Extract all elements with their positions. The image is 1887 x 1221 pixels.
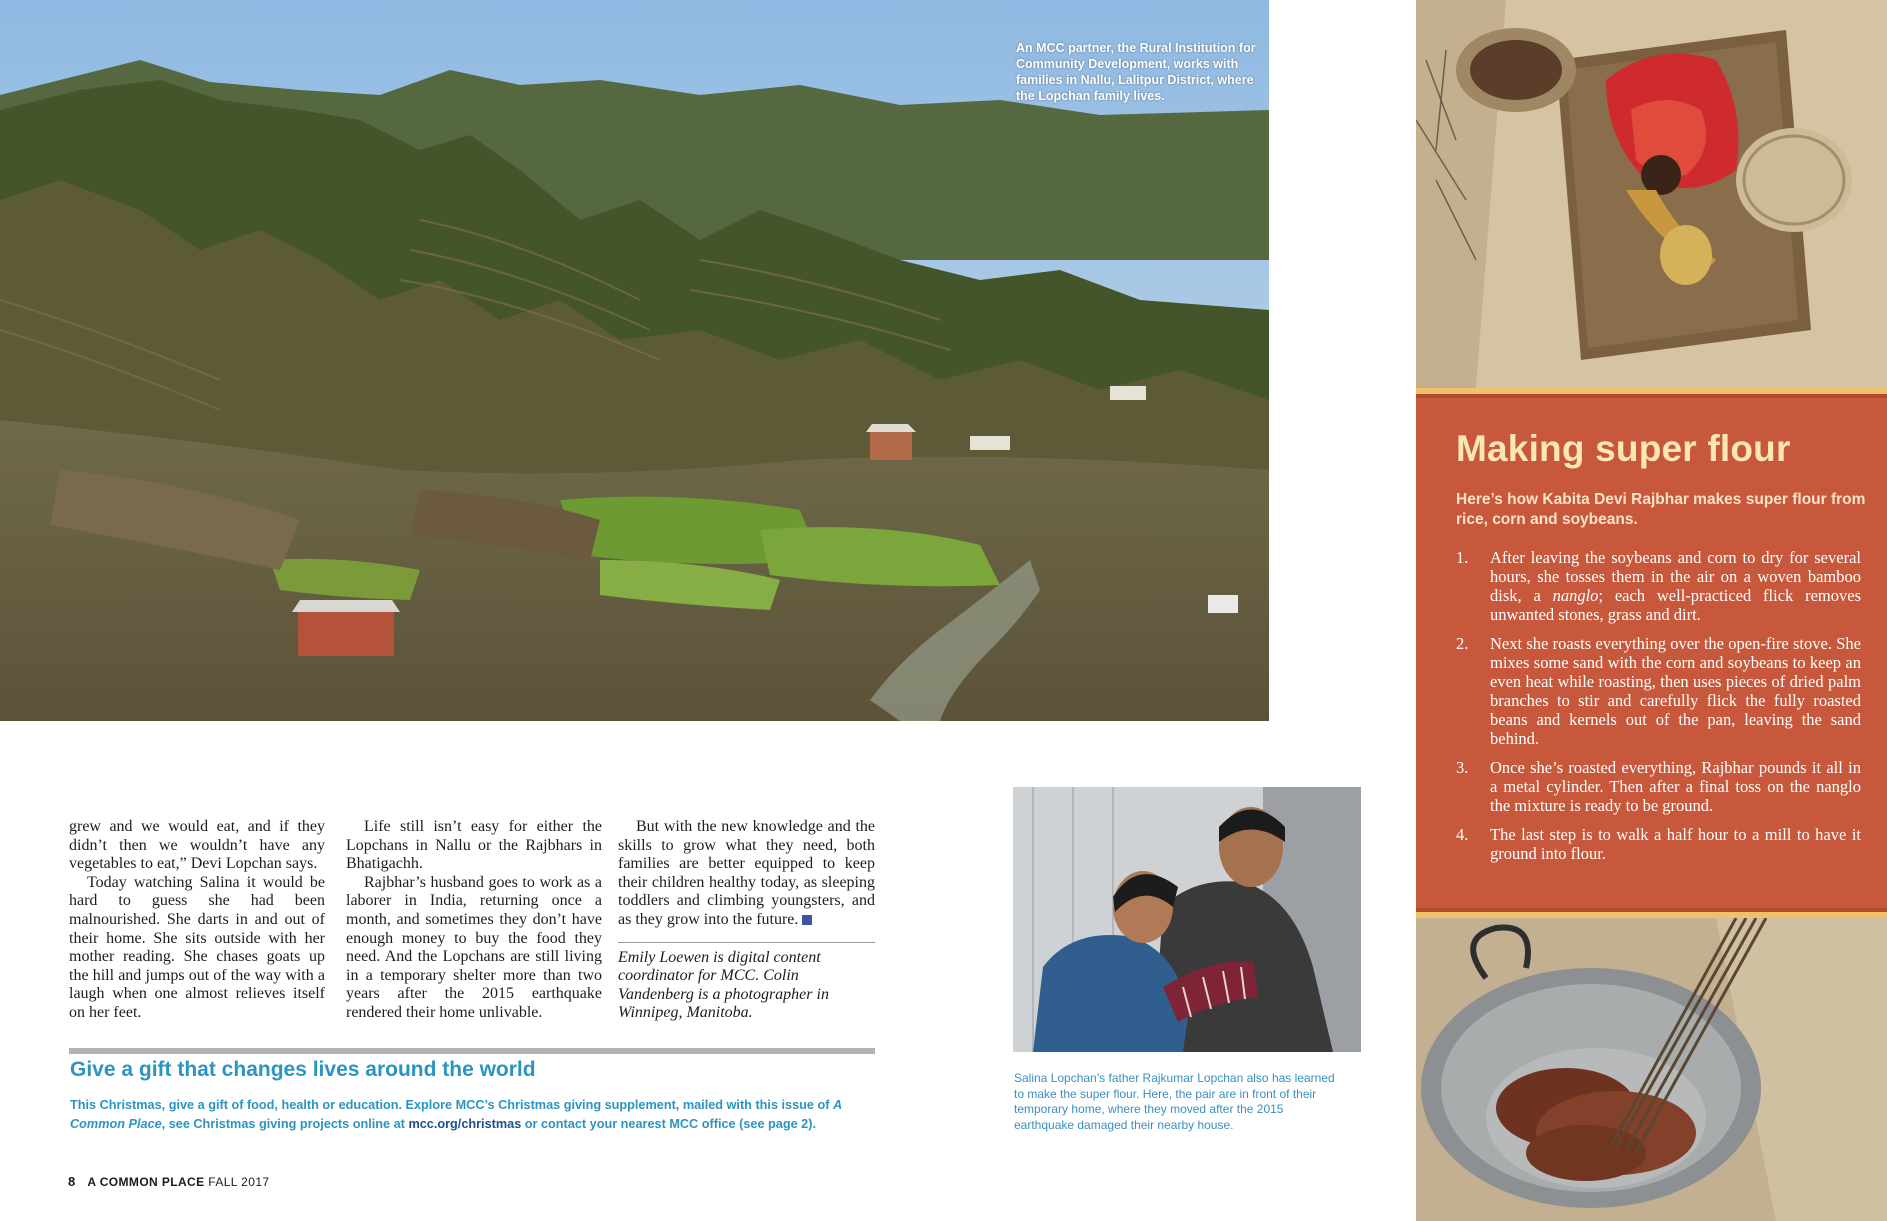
magazine-name: A COMMON PLACE: [87, 1175, 205, 1189]
article-column-2: [346, 818, 602, 1023]
paragraph: Today watching Salina it would be hard to guess she had been malnourished. She darts in and out of their home. She sits outside with her mother reading. She chases goats up the hill and jumps out of the way with a laugh when one almost relieves itself on her feet.: [69, 873, 325, 1021]
hero-landscape-photo: [0, 0, 1269, 721]
paragraph: Rajbhar’s husband goes to work as a laborer in India, returning once a month, and sometimes they don’t have enough money to buy the food they need. And the Lopchans are still living in a temporary shelter more than two years after the 2015 earthquake rendered their home unlivable.: [346, 873, 602, 1021]
credit-divider: [618, 942, 875, 1023]
woman-tossing-grain-photo: [1416, 0, 1887, 388]
hero-caption: An MCC partner, the Rural Institution for Community Development, works with families in Nallu, Lalitpur District, where the Lopchan family lives.: [1016, 41, 1256, 103]
step-item: [1456, 548, 1861, 624]
step-item: [1456, 634, 1861, 748]
roasting-pan-illustration: [1416, 918, 1887, 1221]
father-daughter-photo: [1013, 787, 1361, 1052]
issue-label: FALL 2017: [208, 1175, 270, 1189]
publication-name: A Common Place: [70, 1098, 842, 1131]
step-number: 4.: [1456, 825, 1469, 844]
gift-title: Give a gift that changes lives around the world: [70, 1058, 536, 1081]
article-column-3: [618, 818, 875, 1023]
step-item: [1456, 825, 1861, 863]
paragraph: Life still isn’t easy for either the Lopchans in Nallu or the Rajbhars in Bhatigachh.: [346, 818, 602, 873]
gift-divider: [69, 1048, 875, 1054]
sidebar-title: Making super flour: [1456, 428, 1791, 469]
step-text: After leaving the soybeans and corn to dry for several hours, she tosses them in the air on a woven bamboo disk, a nanglo; each well-practiced flick removes unwanted stones, grass and dirt.: [1490, 548, 1861, 624]
woman-tossing-grain-illustration: [1416, 0, 1887, 388]
end-of-article-mark: [802, 915, 812, 925]
step-item: [1456, 758, 1861, 815]
steps-list: [1456, 548, 1861, 873]
author-credit: Emily Loewen is digital content coordinator for MCC. Colin Vandenberg is a photographer in Winnipeg, Manitoba.: [618, 948, 829, 1022]
page-number: 8: [68, 1174, 76, 1189]
step-text: Next she roasts everything over the open-fire stove. She mixes some sand with the corn and soybeans to keep an even heat while roasting, then uses pieces of dried palm branches to stir and carefully flick the fully roasted beans and kernels out of the pan, leaving the sand behind.: [1490, 634, 1861, 748]
step-number: 2.: [1456, 634, 1469, 653]
article-column-1: [69, 818, 325, 1023]
step-text: The last step is to walk a half hour to a mill to have it ground into flour.: [1490, 825, 1861, 863]
portrait-caption: Salina Lopchan’s father Rajkumar Lopchan also has learned to make the super flour. Here, the pair are in front of their temporary home, where they moved after the 2015 earthquake damaged their nearby house.: [1014, 1071, 1335, 1132]
page-footer: [68, 1174, 269, 1189]
super-flour-sidebar: [1416, 388, 1887, 918]
roasting-pan-photo: [1416, 918, 1887, 1221]
step-text: Once she’s roasted everything, Rajbhar pounds it all in a metal cylinder. Then after a final toss on the nanglo the mixture is ready to be ground.: [1490, 758, 1861, 815]
sidebar-intro: Here’s how Kabita Devi Rajbhar makes super flour from rice, corn and soybeans.: [1456, 491, 1866, 528]
paragraph: grew and we would eat, and if they didn’t then we wouldn’t have any vegetables to eat,” Devi Lopchan says.: [69, 818, 325, 873]
christmas-link[interactable]: mcc.org/christmas: [408, 1117, 522, 1131]
gift-body: This Christmas, give a gift of food, health or education. Explore MCC’s Christmas giving supplement, mailed with this issue of A Common Place, see Christmas giving projects online at mcc.org/christmas or contact your nearest MCC office (see page 2).: [70, 1098, 842, 1131]
paragraph: But with the new knowledge and the skills to grow what they need, both families are better equipped to keep their children healthy today, as sleeping toddlers and climbing youngsters, and as they grow into the future.: [618, 818, 875, 928]
father-daughter-illustration: [1013, 787, 1361, 1052]
step-number: 3.: [1456, 758, 1469, 777]
landscape-illustration: [0, 0, 1269, 721]
step-number: 1.: [1456, 548, 1469, 567]
